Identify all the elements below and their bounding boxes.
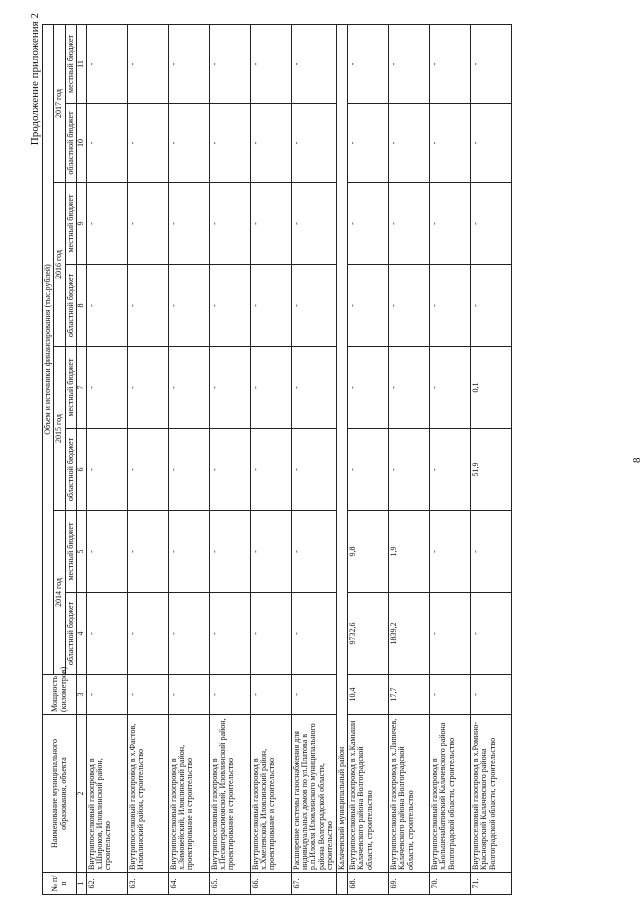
section-row — [336, 24, 347, 894]
budget-value: - — [429, 511, 470, 593]
budget-value: - — [250, 511, 291, 593]
table-row — [388, 24, 429, 894]
budget-value: - — [209, 265, 250, 347]
budget-value: - — [347, 104, 388, 183]
column-number: 1 — [77, 873, 86, 895]
budget-value: - — [86, 265, 127, 347]
budget-value: - — [388, 24, 429, 103]
budget-value: - — [209, 347, 250, 429]
row-number: 71. — [470, 873, 511, 895]
budget-value: - — [291, 347, 336, 429]
power-value: - — [250, 675, 291, 715]
budget-value: - — [388, 183, 429, 265]
budget-value: - — [291, 24, 336, 103]
budget-value: - — [209, 104, 250, 183]
budget-value: - — [470, 511, 511, 593]
budget-value: - — [127, 347, 168, 429]
header-local: местный бюджет — [65, 511, 76, 593]
header-oblast: областной бюджет — [65, 104, 76, 183]
budget-value: - — [429, 183, 470, 265]
budget-value: - — [250, 265, 291, 347]
budget-value: - — [168, 24, 209, 103]
budget-value: - — [470, 24, 511, 103]
object-name: Внутрипоселковый газопровод в х.Зимовейский, Иловлинский район, проектирование и строительство — [168, 715, 209, 873]
budget-value: - — [291, 183, 336, 265]
budget-value: - — [250, 183, 291, 265]
budget-value: - — [168, 429, 209, 511]
row-number: 67. — [291, 873, 336, 895]
column-number: 8 — [77, 265, 86, 347]
budget-value: - — [291, 265, 336, 347]
object-name: Внутрипоселковый газопровод в х.Липичев, Калачевского района Волгоградской области, строительство — [388, 715, 429, 873]
table-row — [250, 24, 291, 894]
budget-value: - — [388, 347, 429, 429]
table-row — [347, 24, 388, 894]
budget-value: - — [250, 429, 291, 511]
column-number: 6 — [77, 429, 86, 511]
table-row — [429, 24, 470, 894]
budget-value: - — [388, 429, 429, 511]
budget-value: - — [250, 593, 291, 675]
budget-value: 1,9 — [388, 511, 429, 593]
budget-value: - — [127, 511, 168, 593]
budget-value: - — [291, 104, 336, 183]
table-row — [291, 24, 336, 894]
object-name: Внутрипоселковый газопровод в х.Фастов, Иловлинский район, строительство — [127, 715, 168, 873]
budget-value: - — [388, 104, 429, 183]
budget-value: - — [127, 183, 168, 265]
header-financing: Объем и источники финансирования (тыс.рублей) — [43, 24, 54, 674]
budget-value: - — [470, 265, 511, 347]
table-row — [127, 24, 168, 894]
column-number: 10 — [77, 104, 86, 183]
budget-value: - — [291, 511, 336, 593]
budget-value: - — [429, 347, 470, 429]
row-number: 66. — [250, 873, 291, 895]
row-number: 70. — [429, 873, 470, 895]
table-row — [209, 24, 250, 894]
budget-value: - — [429, 24, 470, 103]
object-name: Расширение системы газоснабжения для индивидуальных домов по ул.Платова в р.п.Иловля Иловлинского муниципального района Волгоградской области, строительство — [291, 715, 336, 873]
budget-value: - — [429, 429, 470, 511]
column-number: 7 — [77, 347, 86, 429]
object-name: Внутрипоселковый газопровод в х.Ромино-Красноярский Калачевского района Волгоградской области, строительство — [470, 715, 511, 873]
budget-value: 9,8 — [347, 511, 388, 593]
budget-value: - — [250, 347, 291, 429]
financing-table — [42, 24, 512, 895]
budget-value: - — [470, 183, 511, 265]
budget-value: - — [250, 104, 291, 183]
header-power: Мощность (километров) — [43, 675, 77, 715]
budget-value: - — [291, 593, 336, 675]
budget-value: - — [127, 593, 168, 675]
budget-value: - — [291, 429, 336, 511]
budget-value: - — [86, 511, 127, 593]
header-local: местный бюджет — [65, 183, 76, 265]
budget-value: - — [250, 24, 291, 103]
table-row — [86, 24, 127, 894]
column-number: 4 — [77, 593, 86, 675]
power-value: - — [86, 675, 127, 715]
object-name: Внутрипоселковый газопровод в х.Широков, Иловлинский район, строительство — [86, 715, 127, 873]
header-year-2015: 2015 год — [54, 347, 65, 511]
table-row — [470, 24, 511, 894]
power-value: - — [291, 675, 336, 715]
budget-value: 51,9 — [470, 429, 511, 511]
table-row — [168, 24, 209, 894]
budget-value: - — [209, 429, 250, 511]
budget-value: - — [209, 183, 250, 265]
header-no: № п/п — [43, 873, 77, 895]
power-value: - — [168, 675, 209, 715]
budget-value: - — [168, 183, 209, 265]
row-number: 69. — [388, 873, 429, 895]
object-name: Внутрипоселковый газопровод в х.Большенабатовский Калачевского района Волгоградской области, строительство — [429, 715, 470, 873]
row-number: 68. — [347, 873, 388, 895]
column-number: 11 — [77, 24, 86, 103]
budget-value: - — [127, 24, 168, 103]
budget-value: - — [127, 265, 168, 347]
power-value: - — [470, 675, 511, 715]
budget-value: - — [429, 104, 470, 183]
budget-value: - — [209, 593, 250, 675]
budget-value: - — [347, 24, 388, 103]
budget-value: - — [127, 104, 168, 183]
header-year-2017: 2017 год — [54, 24, 65, 182]
header-year-2014: 2014 год — [54, 511, 65, 675]
row-number: 64. — [168, 873, 209, 895]
budget-value: - — [347, 183, 388, 265]
budget-value: - — [168, 265, 209, 347]
budget-value: - — [86, 104, 127, 183]
budget-value: - — [127, 429, 168, 511]
budget-value: - — [470, 593, 511, 675]
budget-value: - — [86, 24, 127, 103]
budget-value: - — [470, 104, 511, 183]
row-number: 63. — [127, 873, 168, 895]
budget-value: - — [388, 265, 429, 347]
budget-value: - — [429, 265, 470, 347]
budget-value: - — [347, 347, 388, 429]
section-empty-cell — [336, 873, 347, 895]
section-title: Калачевский муниципальный район — [336, 24, 347, 872]
power-value: - — [429, 675, 470, 715]
column-number: 5 — [77, 511, 86, 593]
budget-value: - — [168, 511, 209, 593]
budget-value: 0,1 — [470, 347, 511, 429]
column-number: 9 — [77, 183, 86, 265]
header-oblast: областной бюджет — [65, 593, 76, 675]
power-value: 17,7 — [388, 675, 429, 715]
column-number: 2 — [77, 715, 86, 873]
budget-value: - — [86, 347, 127, 429]
budget-value: - — [209, 24, 250, 103]
budget-value: 9732,6 — [347, 593, 388, 675]
row-number: 65. — [209, 873, 250, 895]
budget-value: - — [429, 593, 470, 675]
header-local: местный бюджет — [65, 347, 76, 429]
header-oblast: областной бюджет — [65, 265, 76, 347]
header-local: местный бюджет — [65, 24, 76, 103]
header-name: Наименование муниципального образования, объекта — [43, 715, 77, 873]
continuation-note: Продолжение приложения 2 — [29, 13, 41, 146]
budget-value: - — [86, 593, 127, 675]
page-number: 8 — [631, 457, 643, 463]
budget-value: - — [86, 183, 127, 265]
budget-value: - — [168, 593, 209, 675]
budget-value: - — [347, 265, 388, 347]
power-value: 10,4 — [347, 675, 388, 715]
header-year-2016: 2016 год — [54, 183, 65, 347]
power-value: - — [127, 675, 168, 715]
row-number: 62. — [86, 873, 127, 895]
column-number: 3 — [77, 675, 86, 715]
budget-value: - — [86, 429, 127, 511]
power-value: - — [209, 675, 250, 715]
object-name: Внутрипоселковый газопровод в х.Камыши Калачевского района Волгоградской области, строительство — [347, 715, 388, 873]
header-oblast: областной бюджет — [65, 429, 76, 511]
budget-value: - — [168, 104, 209, 183]
object-name: Внутрипоселковый газопровод в х.Хмелевской, Иловлинский район, проектирование и строительство — [250, 715, 291, 873]
budget-value: - — [209, 511, 250, 593]
budget-value: - — [347, 429, 388, 511]
object-name: Внутрипоселковый газопровод в х.Пескогерасимовский, Иловлинский район, проектирование и строительство — [209, 715, 250, 873]
budget-value: 1839,2 — [388, 593, 429, 675]
budget-value: - — [168, 347, 209, 429]
